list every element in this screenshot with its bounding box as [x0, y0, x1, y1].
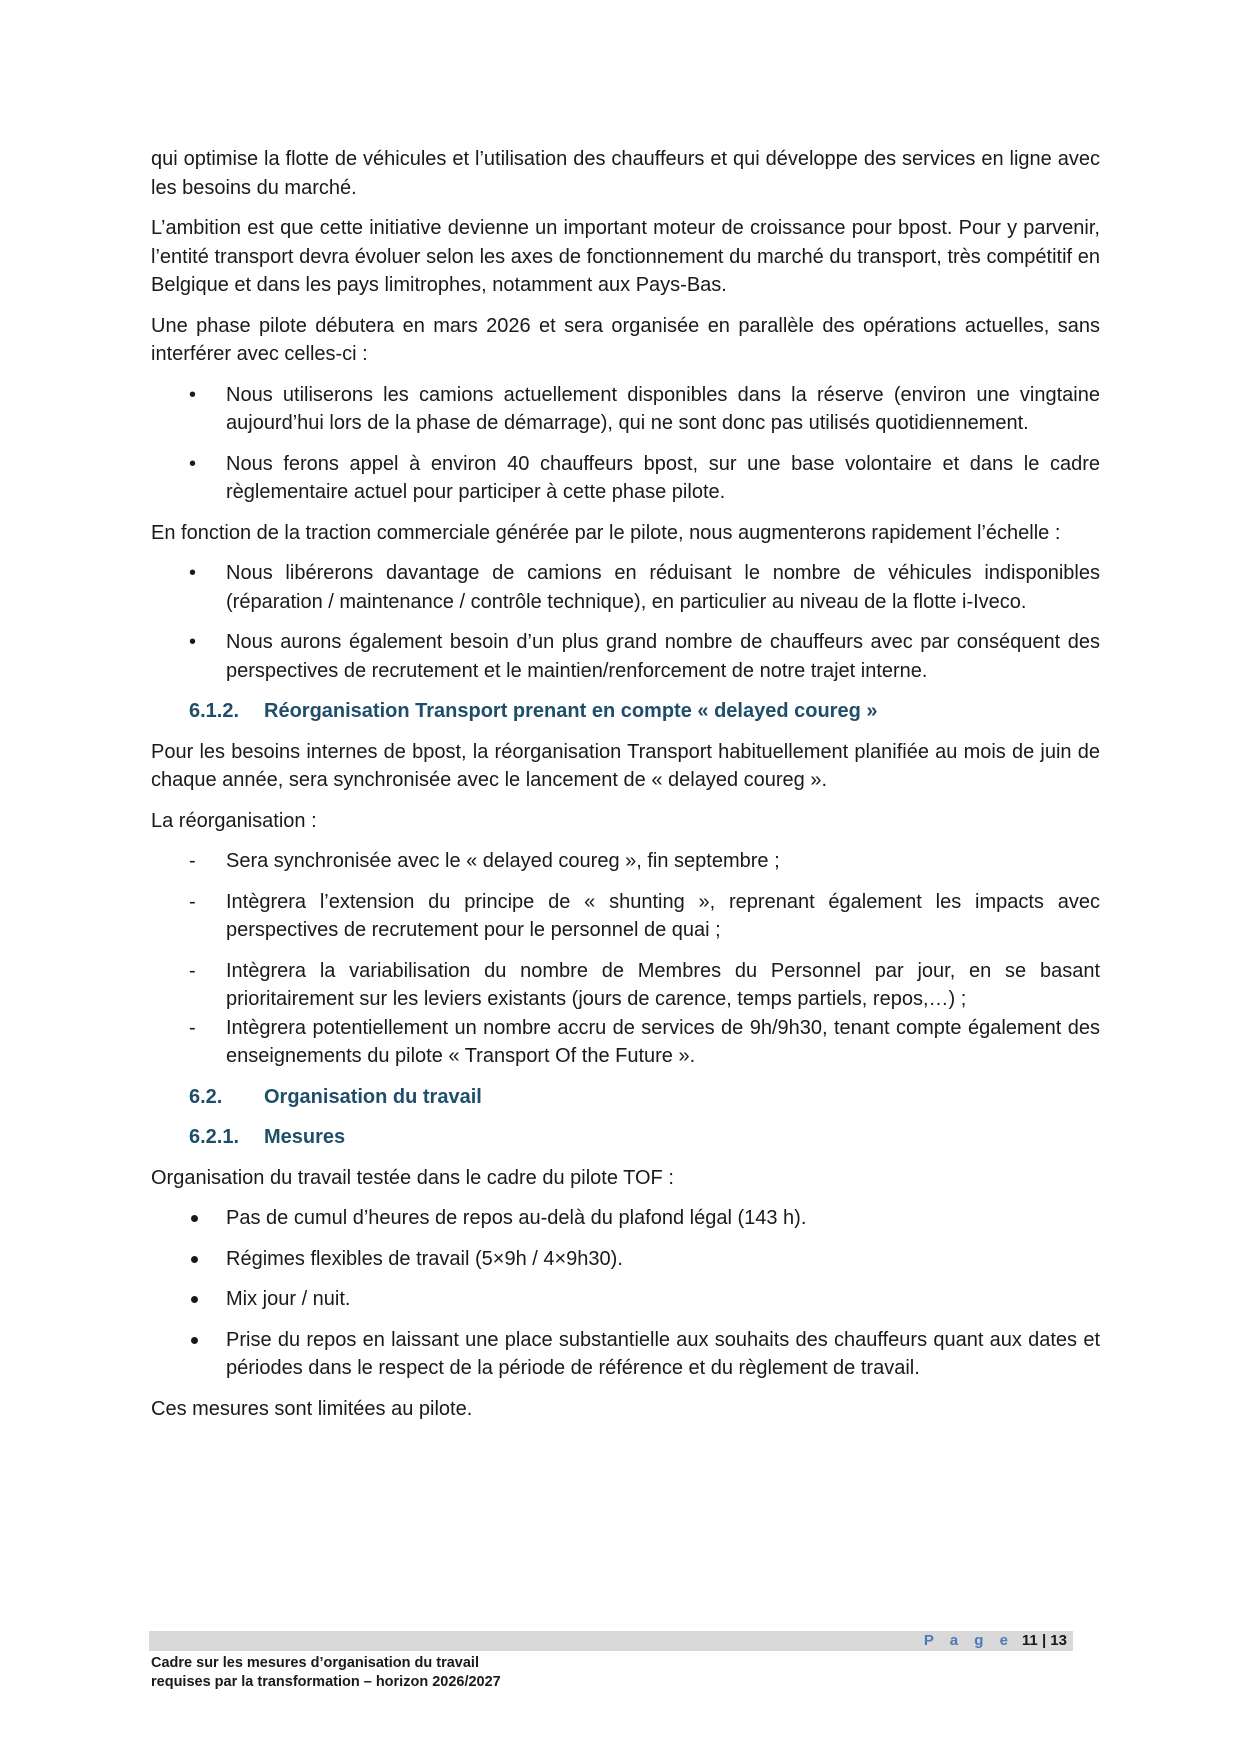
list-item: Mix jour / nuit.	[151, 1285, 1100, 1314]
list-item: - Intègrera l’extension du principe de « shunting », reprenant également les impacts avec perspectives de recrutement pour le personnel de quai ;	[151, 888, 1100, 945]
bullet-marker: •	[189, 631, 197, 653]
dash-marker: -	[189, 890, 196, 913]
heading-title: Mesures	[264, 1126, 346, 1148]
list-item: • Nous aurons également besoin d’un plus grand nombre de chauffeurs avec par conséquent des perspectives de recrutement et le maintien/renforcement de notre trajet interne.	[151, 628, 1100, 685]
heading-number: 6.2.	[189, 1085, 223, 1108]
bullet-marker: •	[189, 383, 197, 406]
bullet-marker: •	[189, 452, 197, 475]
list-item: Régimes flexibles de travail (5×9h / 4×9h30).	[151, 1245, 1100, 1274]
pilot-bullet-list	[151, 381, 1100, 507]
list-item: • Nous ferons appel à environ 40 chauffeurs bpost, sur une base volontaire et dans le cadre règlementaire actuel pour participer à cette phase pilote.	[151, 450, 1100, 507]
bullet-dot-icon	[191, 1256, 198, 1263]
page-value: 11 | 13	[1021, 1632, 1067, 1649]
paragraph-tof-pilot: Organisation du travail testée dans le cadre du pilote TOF :	[151, 1166, 674, 1189]
reorganisation-dash-list	[151, 847, 1100, 1071]
paragraph-ambition: L’ambition est que cette initiative devienne un important moteur de croissance pour bpost. Pour y parvenir, l’entité transport devra évoluer selon les axes de fonctionnement du marché du transport, très compétitif en Belgique et dans les pays limitrophes, notamment aux Pays-Bas.	[151, 217, 1100, 296]
document-body	[151, 145, 1100, 1435]
list-item: Prise du repos en laissant une place substantielle aux souhaits des chauffeurs quant aux dates et périodes dans le respect de la période de référence et du règlement de travail.	[151, 1326, 1100, 1383]
heading-number: 6.2.1.	[189, 1126, 240, 1148]
paragraph-limited: Ces mesures sont limitées au pilote.	[151, 1397, 473, 1420]
footer-bar	[149, 1631, 1073, 1651]
bullet-dot-icon	[191, 1215, 198, 1222]
paragraph-fleet: qui optimise la flotte de véhicules et l’utilisation des chauffeurs et qui développe des services en ligne avec les besoins du marché.	[151, 148, 1100, 199]
list-item: - Intègrera la variabilisation du nombre de Membres du Personnel par jour, en se basant prioritairement sur les leviers existants (jours de carence, temps partiels, repos,…) ;	[151, 957, 1100, 1014]
paragraph-internal-needs: Pour les besoins internes de bpost, la réorganisation Transport habituellement planifiée au mois de juin de chaque année, sera synchronisée avec le lancement de « delayed coureg ».	[151, 740, 1100, 791]
paragraph-scale-up: En fonction de la traction commerciale générée par le pilote, nous augmenterons rapidement l’échelle :	[151, 521, 1061, 544]
footer-line-2: requises par la transformation – horizon 2026/2027	[151, 1674, 501, 1690]
section-heading-6-1-2	[151, 697, 1100, 726]
dash-marker: -	[189, 1016, 196, 1039]
paragraph-pilot-phase: Une phase pilote débutera en mars 2026 et sera organisée en parallèle des opérations actuelles, sans interférer avec celles-ci :	[151, 314, 1100, 365]
page-label: P a g e	[923, 1632, 1014, 1649]
section-heading-6-2	[151, 1083, 1100, 1112]
bullet-dot-icon	[191, 1337, 198, 1344]
footer-line-1: Cadre sur les mesures d’organisation du travail	[151, 1655, 479, 1671]
heading-title: Organisation du travail	[264, 1085, 482, 1108]
footer-document-title	[151, 1654, 501, 1692]
list-item: - Sera synchronisée avec le « delayed coureg », fin septembre ;	[151, 847, 1100, 876]
list-item: Pas de cumul d’heures de repos au-delà du plafond légal (143 h).	[151, 1204, 1100, 1233]
measures-bullet-list	[151, 1204, 1100, 1383]
dash-marker: -	[189, 959, 196, 982]
dash-marker: -	[189, 850, 196, 872]
heading-number: 6.1.2.	[189, 700, 240, 722]
list-item: • Nous utiliserons les camions actuellement disponibles dans la réserve (environ une vingtaine aujourd’hui lors de la phase de démarrage), qui ne sont donc pas utilisés quotidiennement.	[151, 381, 1100, 438]
heading-title: Réorganisation Transport prenant en compte « delayed coureg »	[264, 700, 878, 722]
list-item: - Intègrera potentiellement un nombre accru de services de 9h/9h30, tenant compte également des enseignements du pilote « Transport Of the Future ».	[151, 1014, 1100, 1071]
list-item: • Nous libérerons davantage de camions en réduisant le nombre de véhicules indisponibles (réparation / maintenance / contrôle technique), en particulier au niveau de la flotte i-Iveco.	[151, 559, 1100, 616]
bullet-marker: •	[189, 562, 197, 584]
section-heading-6-2-1	[151, 1123, 1100, 1152]
bullet-dot-icon	[191, 1296, 198, 1303]
page-number	[924, 1631, 1073, 1651]
scale-bullet-list	[151, 559, 1100, 685]
paragraph-reorganisation: La réorganisation :	[151, 809, 317, 832]
